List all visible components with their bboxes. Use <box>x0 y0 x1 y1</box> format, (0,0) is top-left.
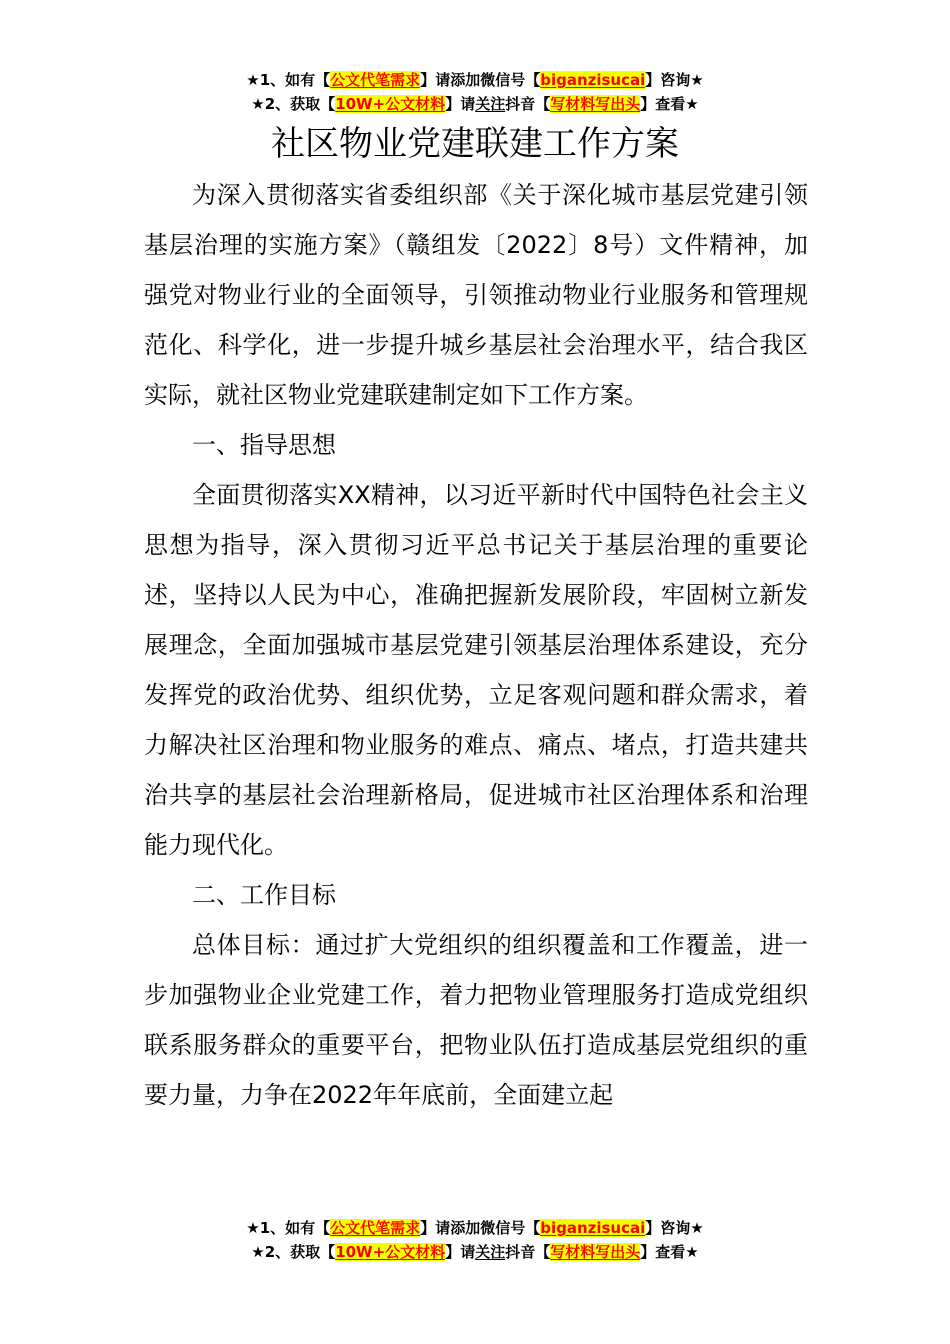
document-body <box>144 170 808 1120</box>
promo-text: ★1、如有【 <box>246 1219 331 1237</box>
promo-text: 】请添加微信号【 <box>420 1219 541 1237</box>
wechat-id-highlight: biganzisucai <box>540 1219 646 1237</box>
paragraph-guiding-ideology: 全面贯彻落实XX精神，以习近平新时代中国特色社会主义思想为指导，深入贯彻习近平总书记关于基层治理的重要论述，坚持以人民为中心，准确把握新发展阶段，牢固树立新发展理念，全面加强城市基层党建引领基层治理体系建设，充分发挥党的政治优势、组织优势，立足客观问题和群众需求，着力解决社区治理和物业服务的难点、痛点、堵点，打造共建共治共享的基层社会治理新格局，促进城市社区治理体系和治理能力现代化。 <box>144 481 808 859</box>
promo-text: 】咨询★ <box>645 1219 704 1237</box>
promo-text: 抖音【 <box>505 95 551 113</box>
promo-highlight: 公文代笔需求 <box>330 71 421 89</box>
promo-line-2 <box>0 1240 950 1264</box>
promo-underline: 关注 <box>475 1243 506 1261</box>
section-heading-work-goals: 二、工作目标 <box>192 881 336 909</box>
promo-text: ★2、获取【 <box>251 95 336 113</box>
promo-banner-bottom <box>0 1216 950 1264</box>
document-title: 社区物业党建联建工作方案 <box>271 124 679 164</box>
section-heading-guiding-ideology: 一、指导思想 <box>192 431 336 459</box>
promo-highlight: 10W+公文材料 <box>335 95 446 113</box>
promo-text: 】请 <box>445 95 476 113</box>
promo-underline: 关注 <box>475 95 506 113</box>
douyin-account-highlight: 写材料写出头 <box>550 1243 641 1261</box>
promo-text: 】查看★ <box>640 95 699 113</box>
paragraph-intro: 为深入贯彻落实省委组织部《关于深化城市基层党建引领基层治理的实施方案》（赣组发〔2022〕8号）文件精神，加强党对物业行业的全面领导，引领推动物业行业服务和管理规范化、科学化，进一步提升城乡基层社会治理水平，结合我区实际，就社区物业党建联建制定如下工作方案。 <box>144 181 808 409</box>
promo-text: 抖音【 <box>505 1243 551 1261</box>
promo-text: ★1、如有【 <box>246 71 331 89</box>
douyin-account-highlight: 写材料写出头 <box>550 95 641 113</box>
promo-highlight: 10W+公文材料 <box>335 1243 446 1261</box>
promo-text: 】咨询★ <box>645 71 704 89</box>
promo-text: 】请添加微信号【 <box>420 71 541 89</box>
wechat-id-highlight: biganzisucai <box>540 71 646 89</box>
promo-text: 】请 <box>445 1243 476 1261</box>
promo-text: 】查看★ <box>640 1243 699 1261</box>
promo-highlight: 公文代笔需求 <box>330 1219 421 1237</box>
promo-line-1 <box>0 1216 950 1240</box>
promo-text: ★2、获取【 <box>251 1243 336 1261</box>
promo-line-2 <box>0 92 950 116</box>
promo-banner-top <box>0 68 950 116</box>
paragraph-work-goals: 总体目标：通过扩大党组织的组织覆盖和工作覆盖，进一步加强物业企业党建工作，着力把物业管理服务打造成党组织联系服务群众的重要平台，把物业队伍打造成基层党组织的重要力量，力争在2022年年底前，全面建立起 <box>144 931 808 1109</box>
promo-line-1 <box>0 68 950 92</box>
